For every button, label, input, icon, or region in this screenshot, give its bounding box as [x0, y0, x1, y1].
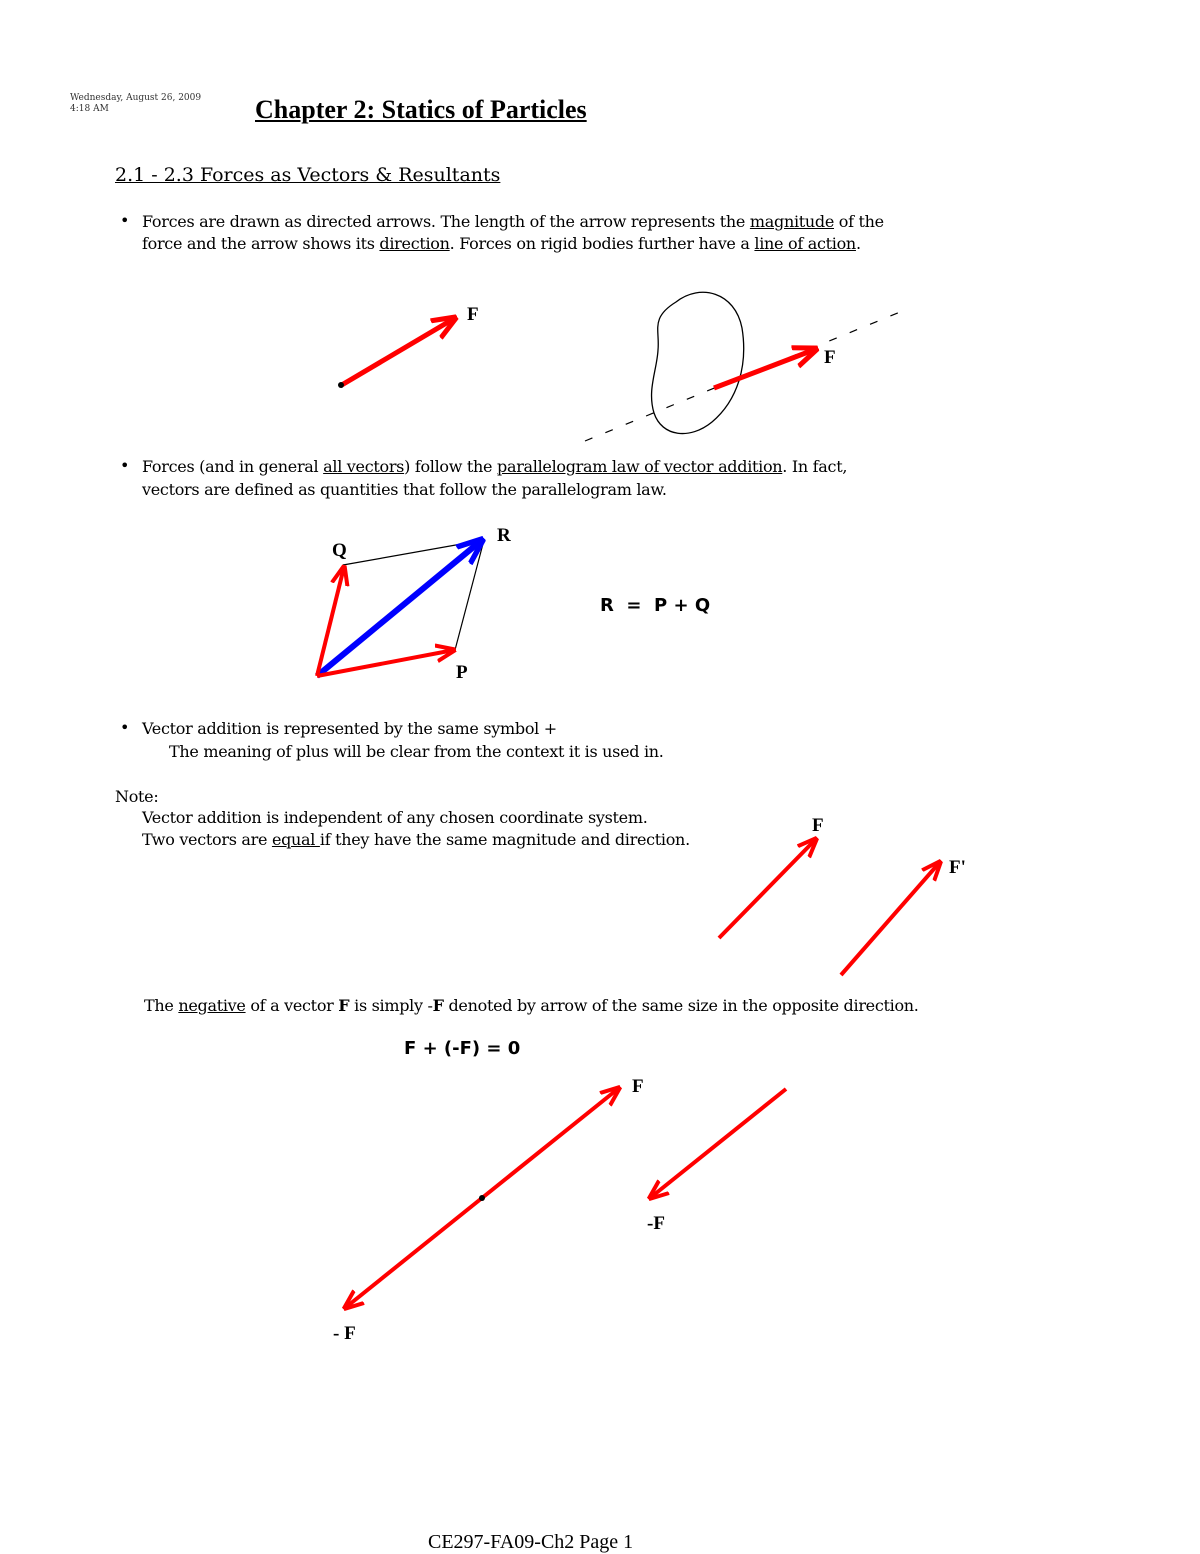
page-title: Chapter 2: Statics of Particles [255, 95, 587, 124]
label-q: Q [332, 540, 347, 561]
bullet-3-line-2: The meaning of plus will be clear from the context it is used in. [169, 742, 664, 761]
bullet-dot: • [120, 456, 130, 475]
label-f-body: F [824, 347, 836, 368]
negative-equation: F + (-F) = 0 [404, 1038, 521, 1059]
negative-vector-arrow [650, 1089, 786, 1198]
page-footer: CE297-FA09-Ch2 Page 1 [428, 1531, 634, 1553]
force-arrow-body [714, 349, 816, 388]
bullet-3-line-1: Vector addition is represented by the same symbol + [142, 719, 557, 738]
bullet-2-line-1: Forces (and in general all vectors) follow the parallelogram law of vector addition. In fact, [142, 457, 848, 476]
label-f-prime: F' [949, 857, 966, 878]
label-f-positive: F [632, 1076, 644, 1097]
bullet-2-line-2: vectors are defined as quantities that follow the parallelogram law. [142, 480, 667, 499]
vector-arrow-f-prime [841, 862, 940, 975]
label-p: P [456, 662, 468, 683]
bullet-dot: • [120, 211, 130, 230]
time-text: 4:18 AM [70, 104, 109, 114]
note-line-2: Two vectors are equal if they have the same magnitude and direction. [142, 830, 690, 849]
label-neg-f-right: -F [647, 1213, 665, 1234]
label-f-free: F [467, 304, 479, 325]
negative-vector-pair [345, 1088, 619, 1308]
note-line-1: Vector addition is independent of any chosen coordinate system. [142, 808, 648, 827]
bullet-1-line-2: force and the arrow shows its direction. Forces on rigid bodies further have a line of action. [142, 234, 861, 253]
note-label: Note: [115, 787, 159, 806]
label-neg-f-left: - F [333, 1323, 356, 1344]
bullet-1-line-1: Forces are drawn as directed arrows. The length of the arrow represents the magnitude of the [142, 212, 884, 231]
vector-arrow-f [719, 839, 816, 938]
bullet-dot: • [120, 718, 130, 737]
negative-text: The negative of a vector F is simply -F denoted by arrow of the same size in the opposite direction. [144, 996, 919, 1015]
equation-r-p-q: R = P + Q [600, 595, 711, 616]
section-heading: 2.1 - 2.3 Forces as Vectors & Resultants [115, 164, 501, 186]
rigid-body-outline [652, 292, 744, 433]
force-arrow-free [338, 318, 455, 388]
label-f-equal: F [812, 815, 824, 836]
date-text: Wednesday, August 26, 2009 [70, 93, 202, 103]
label-r: R [497, 525, 511, 546]
